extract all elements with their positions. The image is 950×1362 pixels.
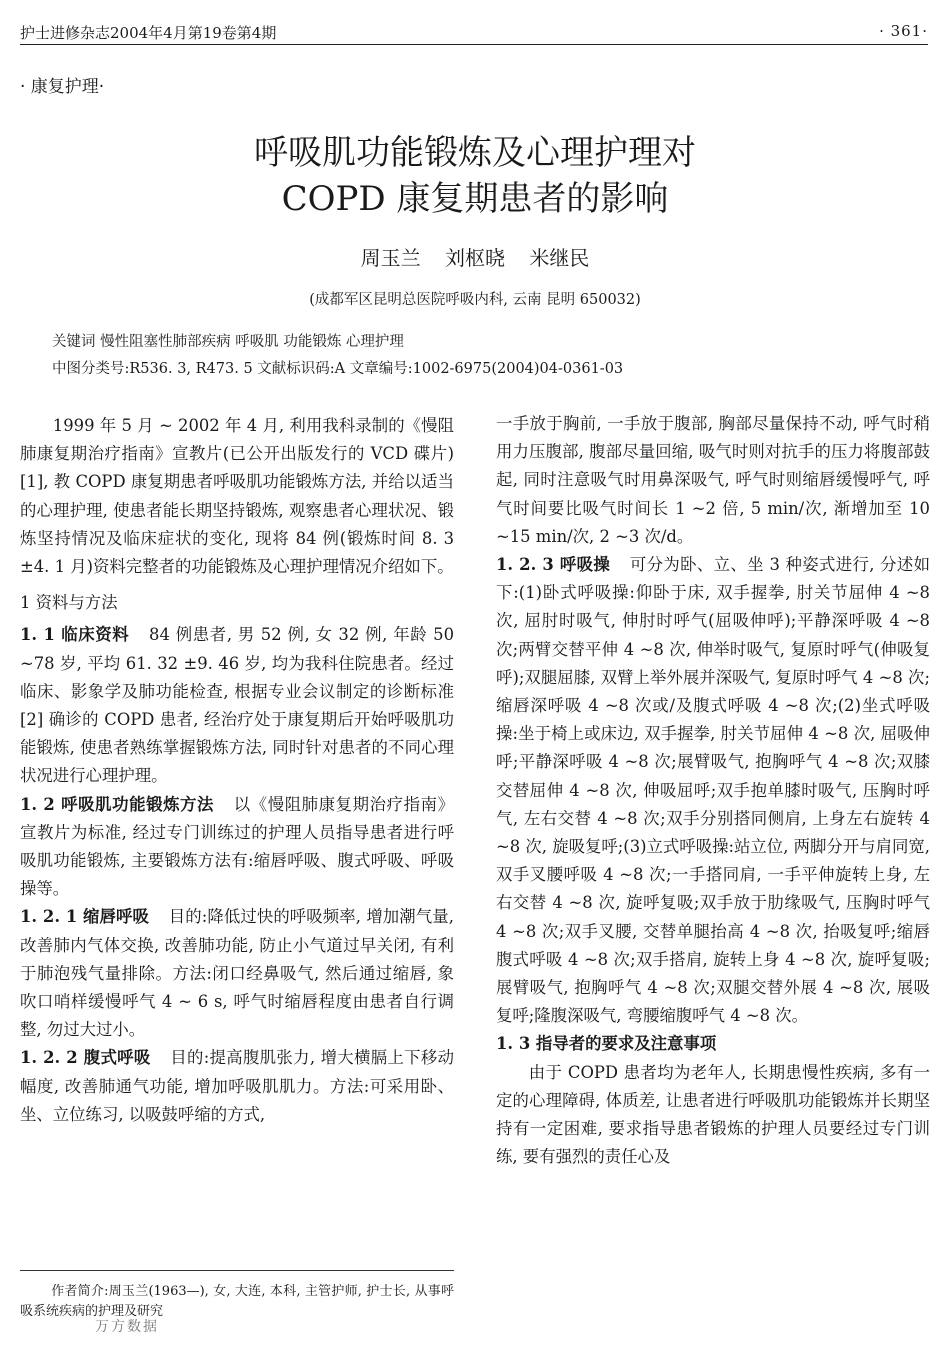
left-column (20, 412, 454, 1129)
section-1-3-heading: 1. 3 指导者的要求及注意事项 (496, 1034, 717, 1054)
section-1-1-heading: 1. 1 临床资料 (20, 625, 130, 645)
right-column (496, 410, 930, 1171)
section-1-1 (20, 621, 454, 790)
section-1-2-2-heading: 1. 2. 2 腹式呼吸 (20, 1048, 151, 1068)
section-1-2-heading: 1. 2 呼吸肌功能锻炼方法 (20, 794, 215, 814)
article-title (0, 130, 950, 222)
section-1-2-2 (20, 1044, 454, 1129)
title-line-2: COPD 康复期患者的影响 (281, 179, 669, 219)
watermark: 万方数据 (95, 1319, 159, 1335)
journal-info: 护士进修杂志2004年4月第19卷第4期 (20, 24, 277, 42)
section-1-2-2-text: 目的:提高腹肌张力, 增大横膈上下移动幅度, 改善肺通气功能, 增加呼吸肌肌力。方法:可采用卧、坐、立位练习, 以吸鼓呼缩的方式, (20, 1048, 454, 1124)
column-label: · 康复护理· (20, 77, 105, 97)
section-1-2-1-text: 目的:降低过快的呼吸频率, 增加潮气量, 改善肺内气体交换, 改善肺功能, 防止小气道过早关闭, 有利于肺泡残气量排除。方法:闭口经鼻吸气, 然后通过缩唇, 象吹口哨样缓慢呼气 4 ~ 6 s, 呼气时缩唇程度由患者自行调整, 勿过大过小。 (20, 907, 454, 1040)
footnote-divider (20, 1270, 454, 1271)
running-head (20, 18, 928, 45)
classification: 中图分类号:R536. 3, R473. 5 文献标识码:A 文章编号:1002-6975(2004)04-0361-03 (52, 361, 624, 377)
section-1-1-text: 84 例患者, 男 52 例, 女 32 例, 年龄 50 ~78 岁, 平均 61. 32 ±9. 46 岁, 均为我科住院患者。经过临床、影象学及肺功能检查, 根据专业会议制定的诊断标准[2] 确诊的 COPD 患者, 经治疗处于康复期后开始呼吸肌功能锻炼, 使患者熟练掌握锻炼方法, 同时针对患者的不同心理状况进行心理护理。 (20, 625, 454, 786)
section-1-2-text: 以《慢阻肺康复期治疗指南》宣教片为标准, 经过专门训练过的护理人员指导患者进行呼吸肌功能锻炼, 主要锻炼方法有:缩唇呼吸、腹式呼吸、呼吸操等。 (20, 794, 454, 899)
section-1-2-1 (20, 903, 454, 1044)
section-1-3-text: 由于 COPD 患者均为老年人, 长期患慢性疾病, 多有一定的心理障碍, 体质差, 让患者进行呼吸肌功能锻炼并长期坚持有一定困难, 要求指导患者锻炼的护理人员要经过专门训练, 要有强烈的责任心及 (496, 1062, 930, 1167)
page-number: · 361· (879, 22, 928, 40)
author-footnote: 作者简介:周玉兰(1963—), 女, 大连, 本科, 主管护师, 护士长, 从事呼吸系统疾病的护理及研究 (20, 1284, 454, 1319)
intro-paragraph: 1999 年 5 月 ~ 2002 年 4 月, 利用我科录制的《慢阻肺康复期治疗指南》宣教片(已公开出版发行的 VCD 碟片)[1], 教 COPD 康复期患者呼吸肌功能锻炼方法, 并给以适当的心理护理, 使患者能长期坚持锻炼, 观察患者心理状况、锻炼坚持情况及临床症状的变化, 现将 84 例(锻炼时间 8. 3 ±4. 1 月)资料完整者的功能锻炼及心理护理情况介绍如下。 (20, 416, 454, 577)
section-1-2-1-heading: 1. 2. 1 缩唇呼吸 (20, 907, 150, 927)
section-1-2-3-text: 可分为卧、立、坐 3 种姿式进行, 分述如下:(1)卧式呼吸操:仰卧于床, 双手握拳, 肘关节屈伸 4 ~8 次, 屈肘时吸气, 伸肘时呼气(屈吸伸呼);平静深呼吸 4 ~8 次;两臂交替平伸 4 ~8 次, 伸举时吸气, 复原时呼气(伸吸复呼);双腿屈膝, 双臂上举外展并深吸气, 复原时呼气 4 ~8 次;缩唇深呼吸 4 ~8 次或/及腹式呼吸 4 ~8 次;(2)坐式呼吸操:坐于椅上或床边, 双手握拳, 肘关节屈伸 4 ~8 次, 屈吸伸呼;平静深呼吸 4 ~8 次;展臂吸气, 抱胸呼气 4 ~8 次;双膝交替屈伸 4 ~8 次, 伸吸屈呼;双手抱单膝时吸气, 压胸时呼气, 左右交替 4 ~8 次;双手分别搭同侧肩, 上身左右旋转 4 ~8 次, 旋吸复呼;(3)立式呼吸操:站立位, 两脚分开与肩同宽, 双手叉腰呼吸 4 ~8 次;一手搭同肩, 一手平伸旋转上身, 左右交替 4 ~8 次, 旋呼复吸;双手放于肋缘吸气, 压胸时呼气 4 ~8 次;双手叉腰, 交替单腿抬高 4 ~8 次, 抬吸复呼;缩唇腹式呼吸 4 ~8 次;双手搭肩, 旋转上身 4 ~8 次, 旋呼复吸;展臂吸气, 抱胸呼气 4 ~8 次;双腿交替外展 4 ~8 次, 展吸复呼;隆腹深吸气, 弯腰缩腹呼气 4 ~8 次。 (496, 555, 930, 1026)
section-1-2-3-heading: 1. 2. 3 呼吸操 (496, 555, 611, 575)
title-line-1: 呼吸肌功能锻炼及心理护理对 (254, 133, 696, 173)
continued-paragraph: 一手放于胸前, 一手放于腹部, 胸部尽量保持不动, 呼气时稍用力压腹部, 腹部尽量回缩, 吸气时则对抗手的压力将腹部鼓起, 同时注意吸气时用鼻深吸气, 呼气时则缩唇缓慢呼气, 呼气时间要比吸气时间长 1 ~2 倍, 5 min/次, 渐增加至 10 ~15 min/次, 2 ~3 次/d。 (496, 414, 930, 546)
keywords: 关键词 慢性阻塞性肺部疾病 呼吸肌 功能锻炼 心理护理 (52, 334, 404, 350)
authors: 周玉兰 刘枢晓 米继民 (360, 246, 590, 270)
affiliation: (成都军区昆明总医院呼吸内科, 云南 昆明 650032) (309, 292, 641, 308)
section-1-2-3 (496, 551, 930, 1030)
section-1-heading: 1 资料与方法 (20, 593, 118, 613)
section-1-2 (20, 791, 454, 904)
